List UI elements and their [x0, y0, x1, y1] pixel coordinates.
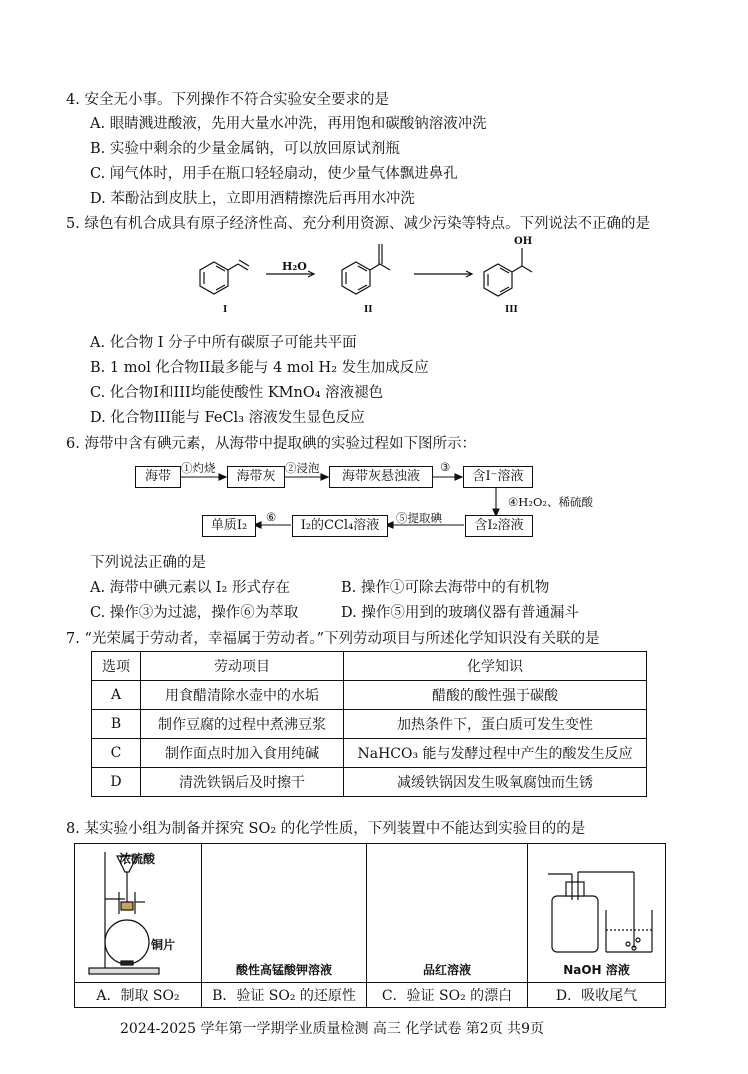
label-concentrated-acid: 浓硫酸 [119, 852, 156, 866]
caption-naoh: NaOH 溶液 [563, 963, 630, 977]
q8-option-a: A．制取 SO₂ [75, 983, 202, 1008]
q5-stem: 5. 绿色有机合成具有原子经济性高、充分利用资源、减少污染等特点。下列说法不正确的是 [66, 216, 650, 232]
q5-option-b: B. 1 mol 化合物II最多能与 4 mol H₂ 发生加成反应 [90, 360, 429, 376]
flow-box-iodide-solution: 含I⁻溶液 [463, 466, 533, 488]
compound-i-label: I [223, 303, 228, 315]
gas-washing-bottle-icon [528, 844, 668, 956]
q7-stem: 7. “光荣属于劳动者，幸福属于劳动者。”下列劳动项目与所述化学知识没有关联的是 [66, 631, 600, 647]
apparatus-a [75, 844, 202, 983]
table-cell: 加热条件下，蛋白质可发生变性 [344, 710, 647, 739]
q6-stem: 6. 海带中含有碘元素，从海带中提取碘的实验过程如下图所示： [66, 436, 476, 452]
q6-option-c: C. 操作③为过滤，操作⑥为萃取 [90, 605, 299, 621]
table-cell: 制作豆腐的过程中煮沸豆浆 [141, 710, 344, 739]
flow-step-4: ④H₂O₂、稀硫酸 [508, 495, 593, 509]
option-row [75, 983, 666, 1008]
q5-reagent: H₂O [282, 260, 307, 273]
q6-option-a: A. 海带中碘元素以 I₂ 形式存在 [90, 580, 290, 596]
flow-step-5: ⑤提取碘 [396, 511, 442, 525]
label-copper: 铜片 [151, 938, 176, 952]
flow-step-1: ①灼烧 [181, 461, 216, 475]
header-labor-item: 劳动项目 [141, 652, 344, 681]
q4-option-a: A. 眼睛溅进酸液，先用大量水冲洗，再用饱和碳酸钠溶液冲洗 [90, 116, 487, 132]
table-header-row [92, 652, 647, 681]
table-row [92, 710, 647, 739]
table-cell: A [92, 681, 141, 710]
q4-stem: 4. 安全无小事。下列操作不符合实验安全要求的是 [66, 92, 389, 108]
q4-option-b: B. 实验中剩余的少量金属钠，可以放回原试剂瓶 [90, 141, 400, 157]
flow-box-seaweed: 海带 [135, 466, 181, 488]
apparatus-c [367, 844, 528, 983]
table-cell: 减缓铁锅因发生吸氧腐蚀而生锈 [344, 768, 647, 797]
table-cell: 醋酸的酸性强于碳酸 [344, 681, 647, 710]
q8-option-c: C．验证 SO₂ 的漂白 [367, 983, 528, 1008]
flow-step-6: ⑥ [266, 510, 277, 524]
table-row [92, 681, 647, 710]
q5-option-a: A. 化合物 I 分子中所有碳原子可能共平面 [90, 335, 357, 351]
q4-option-d: D. 苯酚沾到皮肤上，立即用酒精擦洗后再用水冲洗 [90, 191, 415, 207]
table-row [92, 739, 647, 768]
q8-apparatus-table [74, 843, 666, 1008]
compound-iii-label: III [505, 303, 518, 315]
table-cell: C [92, 739, 141, 768]
flow-box-iodine-solution: 含I₂溶液 [465, 515, 533, 537]
table-cell: 制作面点时加入食用纯碱 [141, 739, 344, 768]
flow-step-3: ③ [440, 460, 451, 474]
flow-step-2: ②浸泡 [285, 461, 320, 475]
table-cell: B [92, 710, 141, 739]
apparatus-row [75, 844, 666, 983]
compound-ii-label: II [364, 303, 373, 315]
q8-option-b: B．验证 SO₂ 的还原性 [202, 983, 367, 1008]
q8-stem: 8. 某实验小组为制备并探究 SO₂ 的化学性质，下列装置中不能达到实验目的的是 [66, 821, 586, 837]
table-cell: NaHCO₃ 能与发酵过程中产生的酸发生反应 [344, 739, 647, 768]
q5-option-c: C. 化合物I和III均能使酸性 KMnO₄ 溶液褪色 [90, 385, 384, 401]
q6-prompt: 下列说法正确的是 [90, 555, 206, 571]
q4-option-c: C. 闻气体时，用手在瓶口轻轻扇动，使少量气体飘进鼻孔 [90, 166, 458, 182]
flow-box-ccl4-solution: I₂的CCl₄溶液 [292, 515, 388, 537]
apparatus-d [528, 844, 666, 983]
flow-box-suspension: 海带灰悬浊液 [329, 466, 433, 488]
q6-option-d: D. 操作⑤用到的玻璃仪器有普通漏斗 [341, 605, 579, 621]
table-cell: 清洗铁锅后及时擦干 [141, 768, 344, 797]
apparatus-b [202, 844, 367, 983]
q5-option-d: D. 化合物III能与 FeCl₃ 溶液发生显色反应 [90, 410, 365, 426]
table-cell: D [92, 768, 141, 797]
header-chemistry: 化学知识 [344, 652, 647, 681]
flow-box-ash: 海带灰 [227, 466, 285, 488]
page-footer: 2024-2025 学年第一学期学业质量检测 高三 化学试卷 第2页 共9页 [120, 1021, 545, 1037]
caption-kmno4: 酸性高锰酸钾溶液 [235, 963, 332, 977]
q7-table [91, 651, 647, 797]
q5-oh-label: OH [514, 236, 533, 247]
table-row [92, 768, 647, 797]
q6-option-b: B. 操作①可除去海带中的有机物 [341, 580, 550, 596]
header-option: 选项 [92, 652, 141, 681]
flow-box-iodine: 单质I₂ [202, 515, 256, 537]
q8-option-d: D．吸收尾气 [528, 983, 666, 1008]
caption-magenta: 品红溶液 [422, 963, 471, 977]
table-cell: 用食醋清除水壶中的水垢 [141, 681, 344, 710]
